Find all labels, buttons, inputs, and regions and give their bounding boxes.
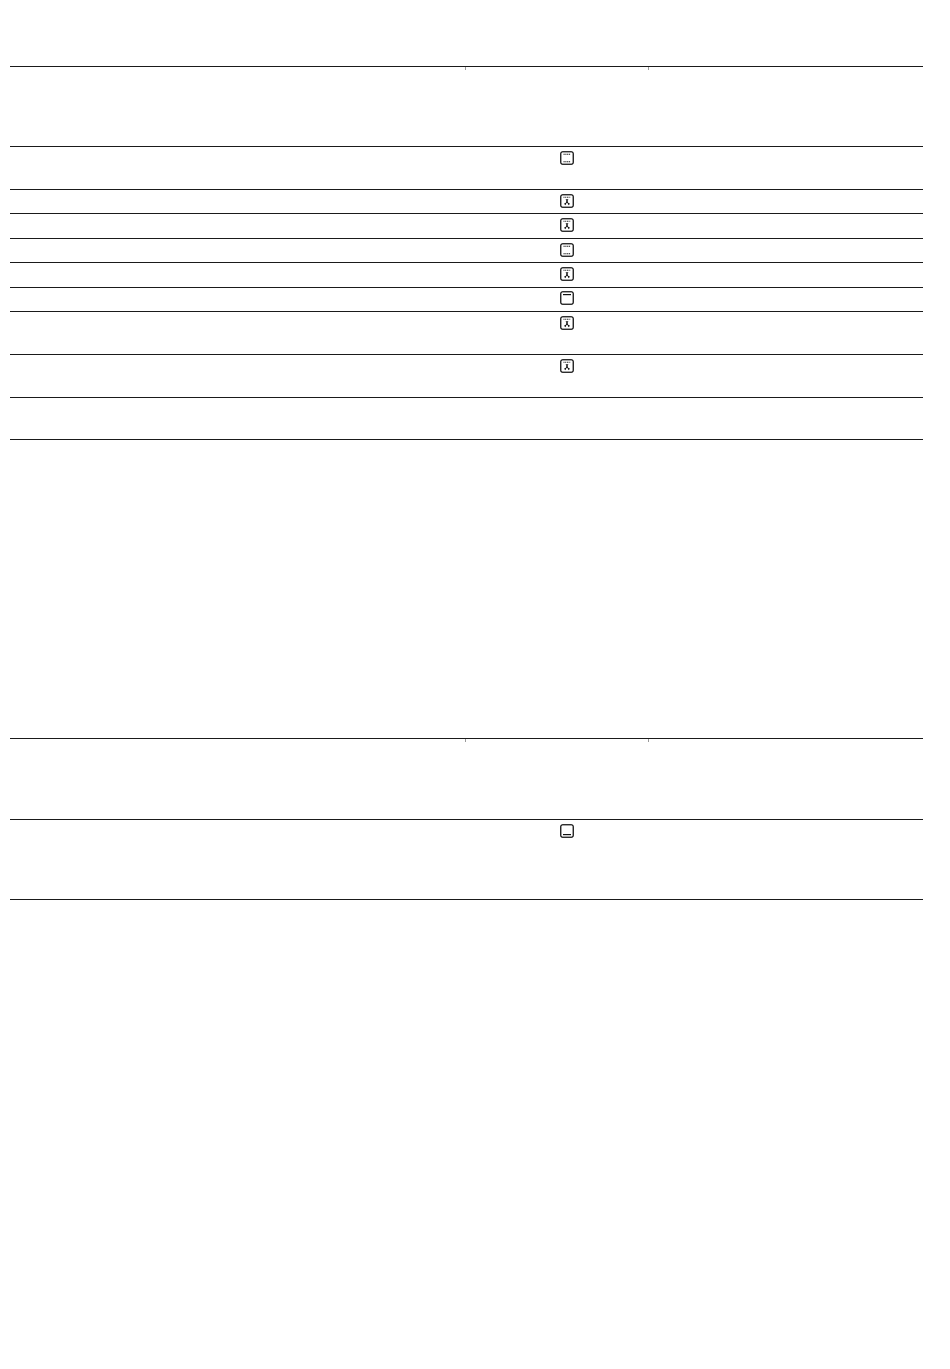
row-rule xyxy=(10,213,923,214)
row-rule xyxy=(10,189,923,190)
column-divider-tick xyxy=(465,739,466,742)
hot-air-fan-icon xyxy=(560,267,574,281)
hot-air-fan-icon xyxy=(560,218,574,232)
column-divider-tick xyxy=(648,67,649,70)
header-rule xyxy=(10,819,923,820)
row-rule xyxy=(10,238,923,239)
row-rule xyxy=(10,397,923,398)
table-top-rule xyxy=(10,738,923,739)
table-bottom-rule xyxy=(10,439,923,440)
table-top-rule xyxy=(10,66,923,67)
hot-air-fan-icon xyxy=(560,359,574,373)
hot-air-fan-icon xyxy=(560,194,574,208)
column-divider-tick xyxy=(648,739,649,742)
top-heating-icon xyxy=(560,291,574,305)
top-bottom-heating-icon xyxy=(560,243,574,257)
row-rule xyxy=(10,287,923,288)
header-rule xyxy=(10,146,923,147)
row-rule xyxy=(10,311,923,312)
table-bottom-rule xyxy=(10,899,923,900)
row-rule xyxy=(10,354,923,355)
bottom-heating-icon xyxy=(560,824,574,838)
row-rule xyxy=(10,262,923,263)
column-divider-tick xyxy=(465,67,466,70)
hot-air-fan-icon xyxy=(560,316,574,330)
top-bottom-heating-icon xyxy=(560,151,574,165)
